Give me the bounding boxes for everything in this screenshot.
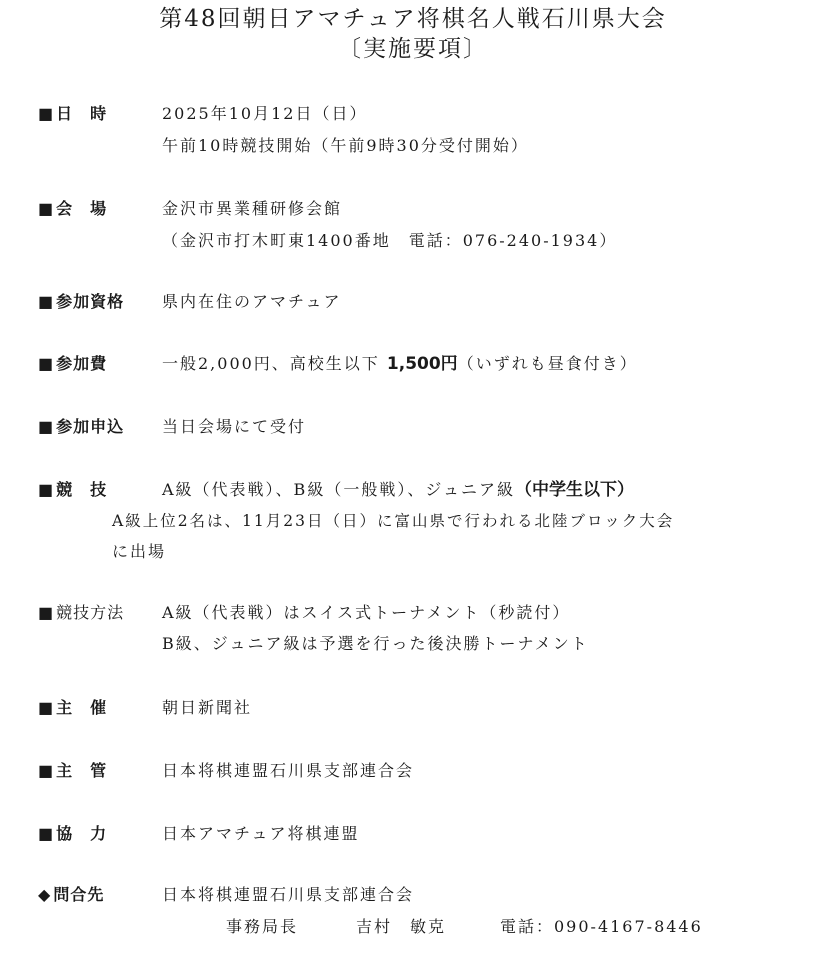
- competition-qualification: A級上位2名は、11月23日（日）に富山県で行われる北陸ブロック大会: [112, 512, 675, 530]
- square-bullet-icon: ■: [38, 417, 55, 436]
- competition-qualification-cont: に出場: [112, 542, 167, 561]
- square-bullet-icon: ■: [38, 354, 55, 373]
- competition-label-row: [38, 479, 107, 501]
- fee-label: 参加費: [56, 354, 108, 373]
- eligibility-label: 参加資格: [56, 292, 125, 311]
- document-title: 第48回朝日アマチュア将棋名人戦石川県大会: [159, 6, 667, 32]
- application-value: 当日会場にて受付: [162, 417, 307, 436]
- competition-classes: [162, 479, 634, 501]
- competition-label: 競 技: [56, 480, 108, 499]
- organizer-value: 朝日新聞社: [162, 698, 253, 717]
- fee-note: （いずれも昼食付き）: [457, 354, 638, 373]
- cooperation-value: 日本アマチュア将棋連盟: [162, 824, 360, 843]
- contact-role: 事務局長: [226, 917, 299, 936]
- contact-label-row: [38, 884, 104, 906]
- eligibility-value: 県内在住のアマチュア: [162, 292, 342, 311]
- organizer-label: 主 催: [56, 698, 108, 717]
- application-label: 参加申込: [56, 417, 125, 436]
- venue-label: 会 場: [56, 199, 108, 218]
- square-bullet-icon: ■: [38, 480, 55, 499]
- eligibility-label-row: [38, 291, 124, 313]
- square-bullet-icon: ■: [38, 761, 55, 780]
- square-bullet-icon: ■: [38, 199, 55, 218]
- fee-label-row: [38, 353, 107, 375]
- method-label: 競技方法: [56, 603, 125, 622]
- fee-value: [162, 353, 638, 375]
- cooperation-label-row: [38, 823, 107, 845]
- management-label-row: [38, 760, 107, 782]
- application-label-row: [38, 416, 124, 438]
- venue-label-row: [38, 198, 107, 220]
- square-bullet-icon: ■: [38, 104, 55, 123]
- venue-address: （金沢市打木町東1400番地 電話：076-240-1934）: [162, 231, 618, 250]
- management-label: 主 管: [56, 761, 108, 780]
- organizer-label-row: [38, 697, 107, 719]
- document-subtitle: 〔実施要項〕: [338, 36, 488, 62]
- contact-name: 吉村 敏克: [356, 917, 447, 936]
- square-bullet-icon: ■: [38, 824, 55, 843]
- date-label: 日 時: [56, 104, 108, 123]
- management-value: 日本将棋連盟石川県支部連合会: [162, 761, 415, 780]
- date-label-row: [38, 103, 107, 125]
- cooperation-label: 協 力: [56, 824, 108, 843]
- junior-class-note: （中学生以下）: [515, 480, 634, 500]
- contact-phone: 電話：090-4167-8446: [500, 917, 703, 936]
- competition-classes-text: A級（代表戦）、B級（一般戦）、ジュニア級: [162, 480, 515, 499]
- start-time-value: 午前10時競技開始（午前9時30分受付開始）: [162, 136, 529, 155]
- method-a-class: A級（代表戦）はスイス式トーナメント（秒読付）: [162, 603, 571, 622]
- contact-label: 問合先: [53, 885, 105, 904]
- square-bullet-icon: ■: [38, 603, 55, 622]
- venue-name: 金沢市異業種研修会館: [162, 199, 343, 218]
- square-bullet-icon: ■: [38, 292, 55, 311]
- square-bullet-icon: ■: [38, 698, 55, 717]
- diamond-bullet-icon: ◆: [38, 885, 52, 904]
- method-b-class: B級、ジュニア級は予選を行った後決勝トーナメント: [162, 634, 589, 653]
- contact-organization: 日本将棋連盟石川県支部連合会: [162, 885, 415, 904]
- fee-general: 一般2,000円、高校生以下: [162, 354, 380, 373]
- date-value: 2025年10月12日（日）: [162, 104, 368, 123]
- method-label-row: [38, 602, 124, 624]
- fee-student-amount: 1,500円: [386, 354, 458, 374]
